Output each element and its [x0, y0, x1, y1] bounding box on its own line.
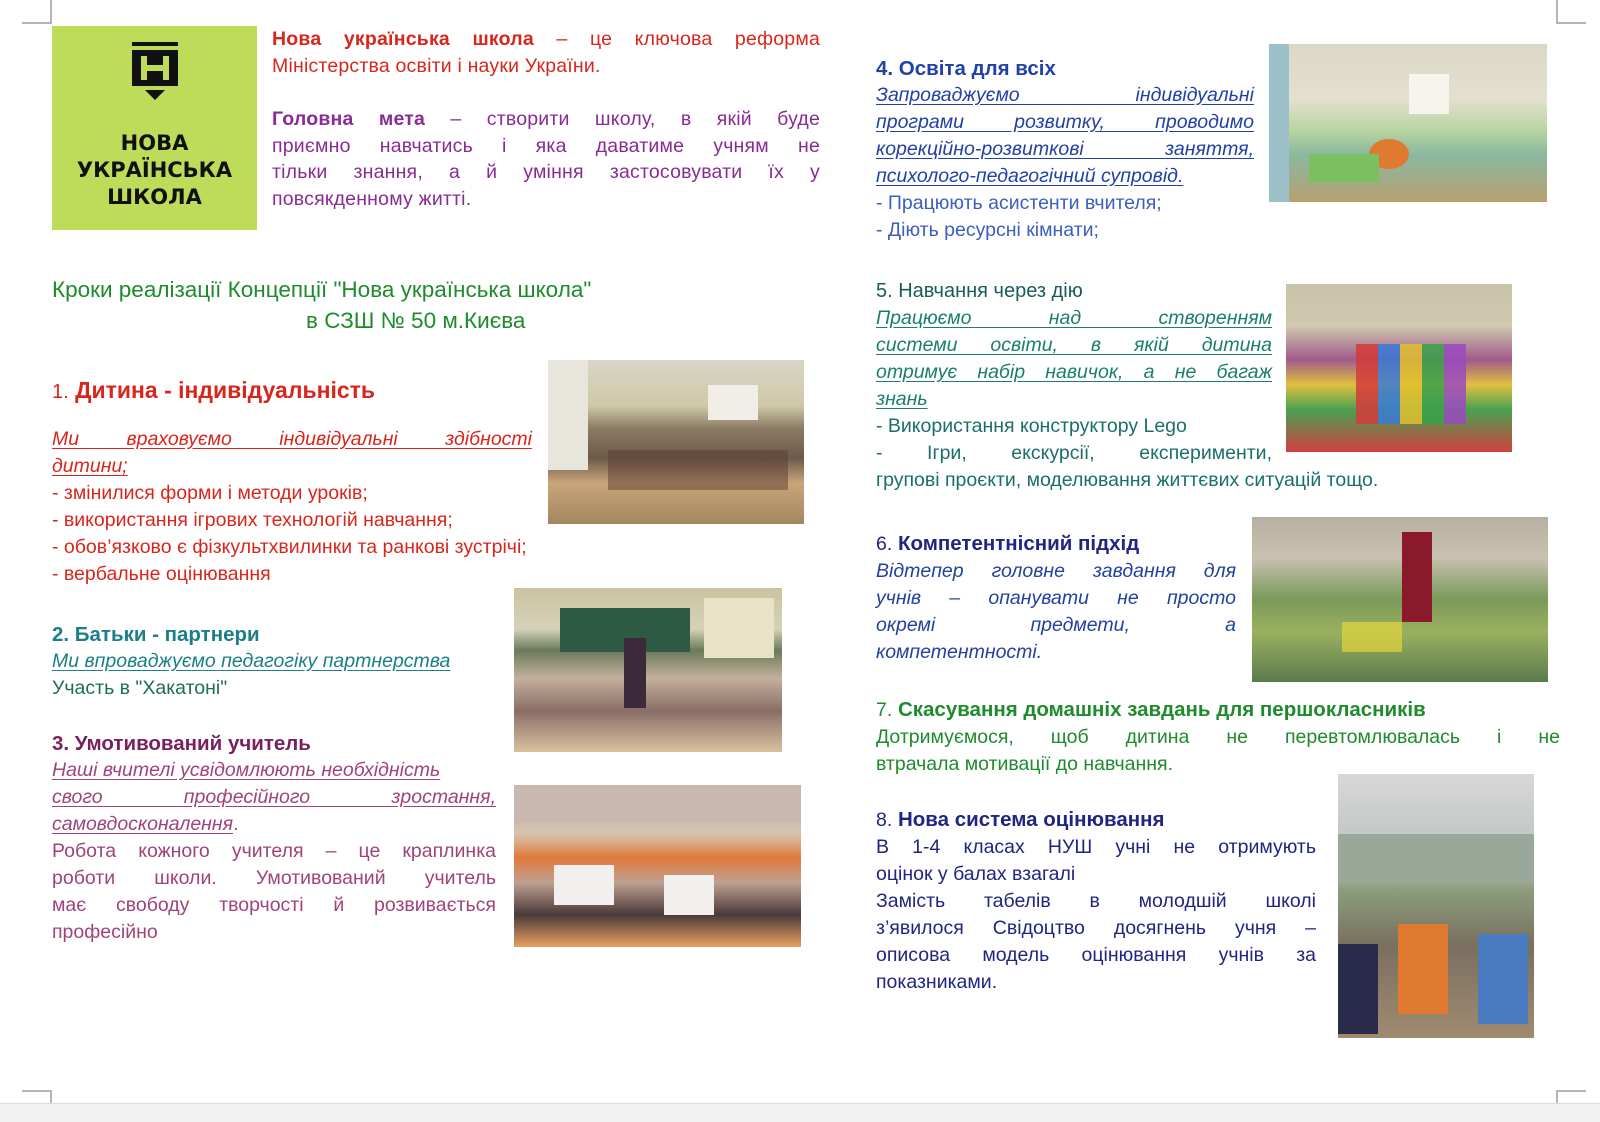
section-3-lead: Наші вчителі усвідомлюють необхідність	[52, 759, 441, 781]
section-1-item: - змінилися форми і методи уроків;	[52, 482, 368, 504]
section-6-num: 6.	[876, 533, 893, 555]
section-5-lead: системи освіти, в якій дитина	[876, 334, 1272, 356]
crop-mark-top-left-h	[22, 22, 50, 24]
resource-room-photo	[1269, 44, 1547, 202]
section-7-text: втрачала мотивації до навчання.	[876, 753, 1173, 775]
section-6	[876, 530, 1236, 666]
intro-text: тільки знання, а й уміння застосовувати їх у	[272, 161, 820, 183]
intro-bold-2: Головна мета	[272, 108, 426, 130]
section-8-text: описова модель оцінювання учнів за	[876, 944, 1316, 966]
section-1-lead: дитини;	[52, 455, 128, 477]
logo-line: УКРАЇНСЬКА	[76, 158, 233, 182]
section-8-text: оцінок у балах взагалі	[876, 863, 1076, 885]
section-4-lead: психолого-педагогічний супровід.	[876, 165, 1184, 187]
section-2	[52, 621, 450, 702]
steps-title-line1: Кроки реалізації Концепції "Нова українська школа"	[52, 277, 592, 302]
intro-paragraph-2	[272, 106, 820, 212]
crop-mark-bottom-right-h	[1558, 1090, 1586, 1092]
section-5-item: - Ігри, екскурсії, експерименти,	[876, 442, 1272, 464]
section-5-item: групові проєкти, моделювання життєвих ситуацій тощо.	[876, 469, 1379, 491]
section-5-lead: Працюємо над створенням	[876, 307, 1272, 329]
section-4	[876, 55, 1254, 244]
section-6-lead: окремі предмети, а	[876, 614, 1236, 636]
section-1-num: 1.	[52, 381, 69, 403]
section-7-title: Скасування домашніх завдань для першокласників	[892, 698, 1426, 721]
logo-line: ШКОЛА	[107, 185, 202, 209]
crop-mark-bottom-left-h	[22, 1090, 50, 1092]
section-4-item: - Працюють асистенти вчителя;	[876, 192, 1162, 214]
section-4-lead: корекційно-розвиткові заняття,	[876, 138, 1254, 160]
section-5-lead: знань	[876, 388, 928, 410]
crop-mark-top-right-h	[1556, 22, 1586, 24]
section-1-heading	[52, 377, 375, 404]
steps-title-line2: в СЗШ № 50 м.Києва	[306, 308, 526, 333]
crop-mark-bottom-left-v	[50, 1090, 52, 1103]
steps-title	[52, 274, 752, 336]
nush-emblem-icon	[132, 42, 178, 100]
crop-mark-top-right-v	[1556, 0, 1558, 24]
intro-text: Міністерства освіти і науки України.	[272, 54, 601, 77]
section-1-item: - використання ігрових технологій навчання;	[52, 509, 453, 531]
intro-text: – створити школу, в якій буде	[425, 108, 820, 130]
section-3-lead-dot: .	[233, 813, 239, 835]
section-3-title: 3. Умотивований учитель	[52, 732, 311, 755]
section-3	[52, 730, 496, 946]
section-8-text: Замість табелів в молодшій школі	[876, 890, 1316, 912]
intro-text: приємно навчатись і яка даватиме учням не	[272, 134, 820, 157]
competence-photo	[1252, 517, 1548, 682]
section-3-text: Робота кожного учителя – це краплинка	[52, 840, 496, 862]
nush-logo	[52, 26, 257, 230]
section-3-lead: самовдосконалення	[52, 813, 234, 835]
page-bottom-edge	[0, 1103, 1600, 1122]
section-5-item: - Використання конструктору Lego	[876, 415, 1187, 437]
section-4-item: - Діють ресурсні кімнати;	[876, 219, 1099, 241]
section-6-title: Компетентнісний підхід	[892, 532, 1140, 555]
section-4-lead: програми розвитку, проводимо	[876, 111, 1254, 133]
section-7-num: 7.	[876, 699, 893, 721]
section-1-item: - обов’язково є фізкультхвилинки та ранкові зустрічі;	[52, 536, 527, 558]
crop-mark-top-left-v	[50, 0, 52, 24]
section-3-text: професійно	[52, 921, 158, 943]
section-3-text: має свободу творчості й розвивається	[52, 894, 496, 916]
section-8-text: показниками.	[876, 971, 998, 993]
section-1-title: Дитина - індивідуальність	[68, 377, 376, 403]
intro-text: – це ключова реформа	[533, 28, 820, 50]
section-8-text: В 1-4 класах НУШ учні не отримують	[876, 836, 1316, 858]
section-3-text: роботи школи. Умотивований учитель	[52, 867, 496, 889]
section-1-body	[52, 426, 532, 588]
section-4-lead: Запроваджуємо індивідуальні	[876, 84, 1254, 106]
section-8-num: 8.	[876, 809, 893, 831]
section-8	[876, 806, 1316, 996]
intro-text: повсякденному житті.	[272, 187, 472, 210]
section-6-lead: Відтепер головне завдання для	[876, 560, 1236, 582]
play-mat-photo	[1286, 284, 1512, 452]
intro-bold-1: Нова українська школа	[272, 28, 534, 50]
section-2-title: 2. Батьки - партнери	[52, 623, 260, 646]
intro-paragraph-1	[272, 26, 820, 79]
section-8-text: з’явилося Свідоцтво досягнень учня –	[876, 917, 1316, 939]
classroom-photo-3	[514, 785, 801, 947]
logo-text	[52, 130, 257, 211]
section-2-lead: Ми впроваджуємо педагогіку партнерства	[52, 650, 451, 672]
section-8-title: Нова система оцінювання	[892, 808, 1165, 831]
section-6-lead: компетентності.	[876, 641, 1043, 663]
outdoor-photo	[1338, 774, 1534, 1038]
section-5-lead: отримує набір навичок, а не багаж	[876, 361, 1272, 383]
section-3-lead: свого професійного зростання,	[52, 786, 496, 808]
classroom-photo-1	[548, 360, 804, 524]
section-5-title: 5. Навчання через дію	[876, 280, 1083, 302]
section-7	[876, 696, 1560, 778]
section-7-text: Дотримуємося, щоб дитина не перевтомлювалась і не	[876, 726, 1560, 748]
section-1-item: - вербальне оцінювання	[52, 563, 271, 585]
section-4-title: 4. Освіта для всіх	[876, 57, 1056, 80]
logo-line: НОВА	[120, 131, 189, 155]
section-2-text: Участь в "Хакатоні"	[52, 677, 228, 699]
classroom-photo-2	[514, 588, 782, 752]
section-1-lead: Ми враховуємо індивідуальні здібності	[52, 428, 532, 450]
section-6-lead: учнів – опанувати не просто	[876, 587, 1236, 609]
